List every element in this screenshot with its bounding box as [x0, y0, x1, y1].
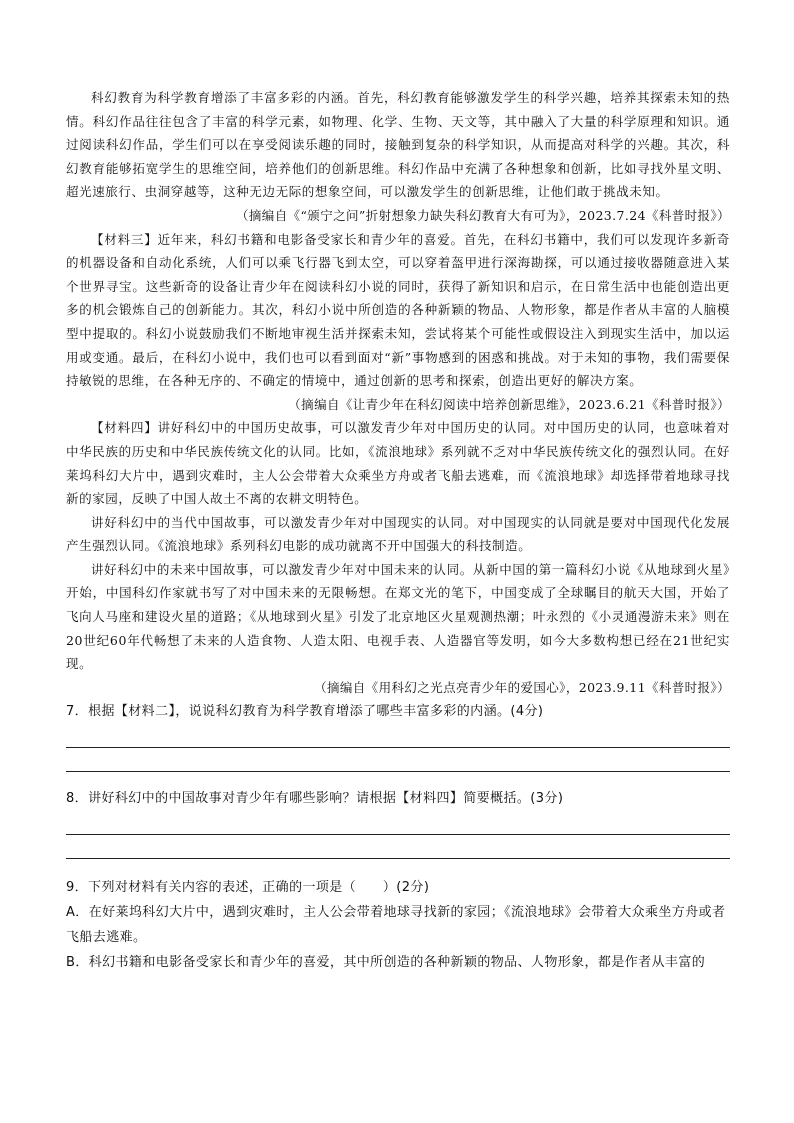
material3-paragraph: 【材料三】近年来，科幻书籍和电影备受家长和青少年的喜爱。首先，在科幻书籍中，我们可以发现许多新奇的机器设备和自动化系统，人们可以乘飞行器飞到太空，可以穿着盔甲进行深海勘探，可以通过接收器随意进入某个世界寻宝。这些新奇的设备让青少年在阅读科幻小说的同时，获得了新知识和启示，在日常生活中也能创造出更多的机会锻炼自己的创新能力。其次，科幻小说中所创造的各种新颖的物品、人物形象，都是作者从丰富的人脑模型中提取的。科幻小说鼓励我们不断地审视生活并探索未知，尝试将某个可能性或假设注入到现实生活中，加以运用或变通。最后，在科幻小说中，我们也可以看到面对“新”事物感到的困惑和挑战。对于未知的事物，我们需要保持敏锐的思维，在各种无序的、不确定的情境中，通过创新的思考和探索，创造出更好的解决方案。	[66, 231, 730, 389]
question-8: 8．讲好科幻中的中国故事对青少年有哪些影响？请根据【材料四】简要概括。(3分)	[66, 791, 564, 807]
material3-source: （摘编自《让青少年在科幻阅读中培养创新思维》，2023.6.21《科普时报》）	[288, 396, 730, 412]
question-9: 9．下列对材料有关内容的表述，正确的一项是（ ）(2分)	[66, 880, 430, 896]
answer-line[interactable]	[66, 811, 730, 835]
material2-source: （摘编自《“颁宁之问”折射想象力缺失科幻教育大有可为》，2023.7.24《科普时报》）	[236, 207, 730, 223]
exam-page	[66, 86, 730, 975]
answer-line[interactable]	[66, 724, 730, 748]
question-7: 7．根据【材料二】，说说科幻教育为科学教育增添了哪些丰富多彩的内涵。(4分)	[66, 704, 544, 720]
question-9-option-a[interactable]: A．在好莱坞科幻大片中，遇到灾难时，主人公会带着地球寻找新的家园；《流浪地球》会带着大众乘坐方舟或者飞船去逃难。	[66, 905, 726, 946]
question-9-option-b[interactable]: B．科幻书籍和电影备受家长和青少年的喜爱，其中所创造的各种新颖的物品、人物形象，都是作者从丰富的	[66, 955, 706, 971]
material4-source: （摘编自《用科幻之光点亮青少年的爱国心》，2023.9.11《科普时报》）	[314, 679, 730, 695]
material4-paragraph-2: 讲好科幻中的当代中国故事，可以激发青少年对中国现实的认同。对中国现实的认同就是要对中国现代化发展产生强烈认同。《流浪地球》系列科幻电影的成功就离不开中国强大的科技制造。	[66, 514, 730, 554]
material2-paragraph: 科幻教育为科学教育增添了丰富多彩的内涵。首先，科幻教育能够激发学生的科学兴趣，培养其探索未知的热情。科幻作品往往包含了丰富的科学元素，如物理、化学、生物、天文等，其中融入了大量的科学原理和知识。通过阅读科幻作品，学生们可以在享受阅读乐趣的同时，接触到复杂的科学知识，从而提高对科学的兴趣。其次，科幻教育能够拓宽学生的思维空间，培养他们的创新思维。科幻作品中充满了各种想象和创新，比如寻找外星文明、超光速旅行、虫洞穿越等，这种无边无际的想象空间，可以激发学生的创新思维，让他们敢于挑战未知。	[66, 90, 730, 200]
material4-paragraph-1: 【材料四】讲好科幻中的中国历史故事，可以激发青少年对中国历史的认同。对中国历史的认同，也意味着对中华民族的历史和中华民族传统文化的认同。比如，《流浪地球》系列就不乏对中华民族传统文化的强烈认同。在好莱坞科幻大片中，遇到灾难时，主人公会带着大众乘坐方舟或者飞船去逃难，而《流浪地球》却选择带着地球寻找新的家园，反映了中国人故土不离的农耕文明特色。	[66, 420, 730, 507]
answer-line[interactable]	[66, 748, 730, 772]
material4-paragraph-3: 讲好科幻中的未来中国故事，可以激发青少年对中国未来的认同。从新中国的第一篇科幻小说《从地球到火星》开始，中国科幻作家就书写了对中国未来的无限畅想。在郑文光的笔下，中国变成了全球瞩目的航天大国，开始了飞向人马座和建设火星的道路；《从地球到火星》引发了北京地区火星观测热潮；叶永烈的《小灵通漫游未来》则在20世纪60年代畅想了未来的人造食物、人造太阳、电视手表、人造器官等发明，如今大多数构想已经在21世纪实现。	[66, 561, 730, 672]
answer-line[interactable]	[66, 835, 730, 859]
